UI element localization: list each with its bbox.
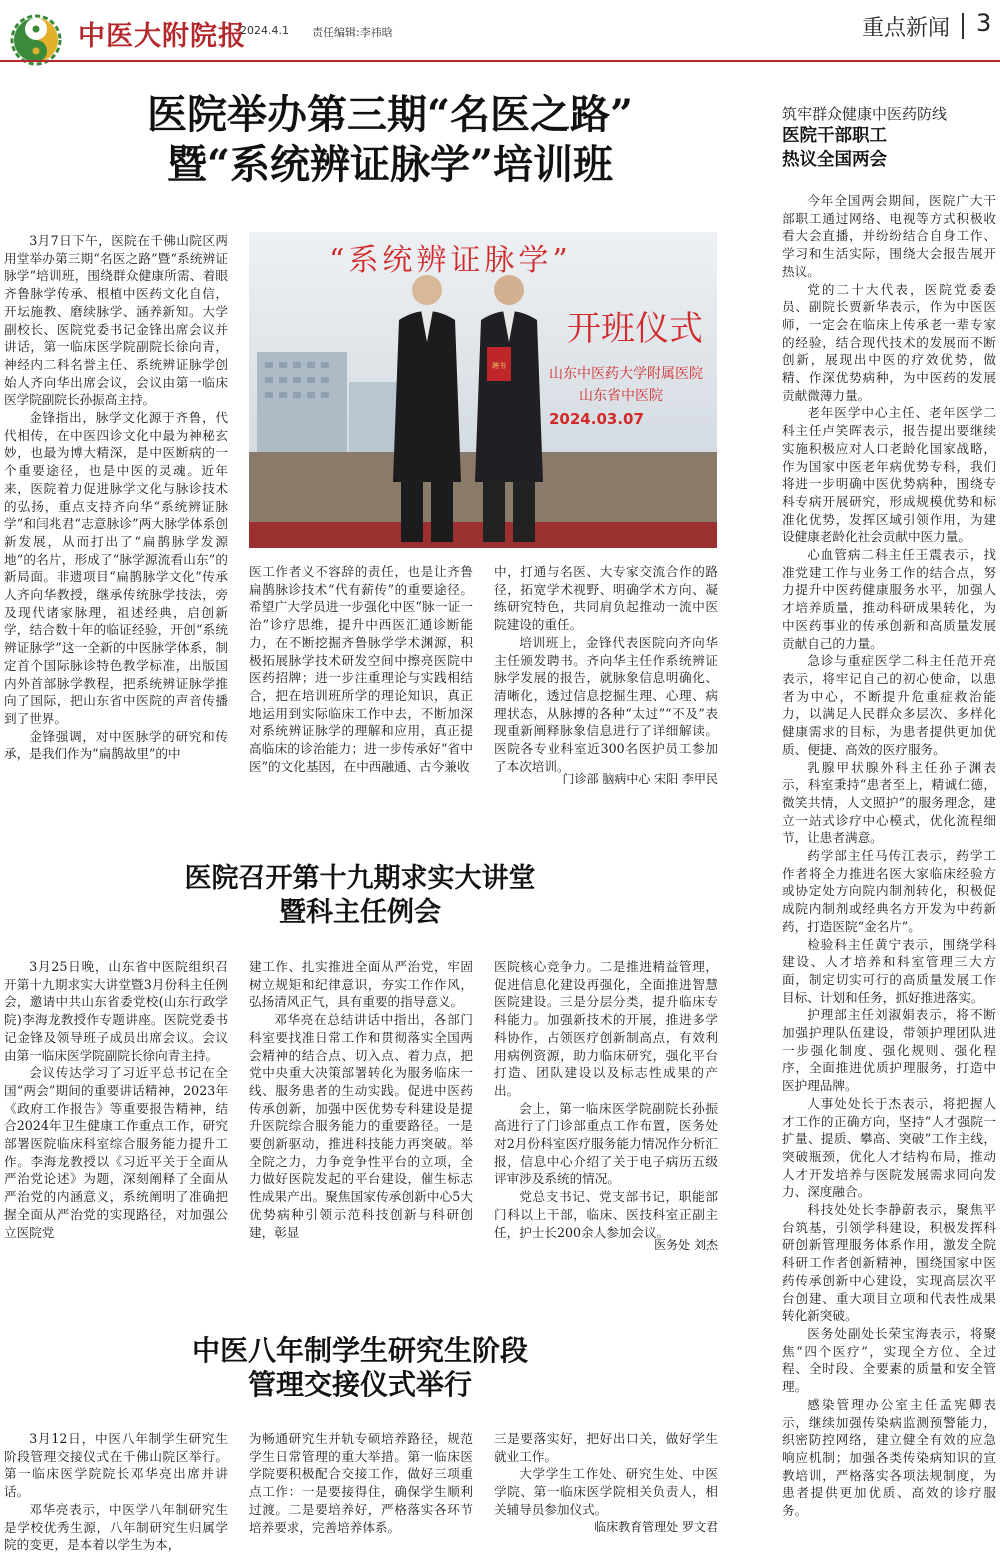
sidebar-paragraph: 护理部主任刘淑娟表示，将不断加强护理队伍建设，带领护理团队进一步强化制度、强化规则、强化程序，全面推进优质护理服务，打造中医护理品牌。 xyxy=(782,1007,996,1094)
masthead-rule xyxy=(0,60,1000,62)
article-paragraph: 3月7日下午，医院在千佛山院区两用堂举办第三期“名医之路”暨“系统辨证脉学”培训班，围绕群众健康所需、着眼齐鲁脉学传承、根植中医药文化自信，开坛施教、磨续脉学、涵养新知。大学副校长、医院党委书记金锋出席会议并讲话，第一临床医学院副院长徐向青，神经内二科名誉主任、系统辨证脉学创始人齐向华出席会议，会议由第一临床医学院副院长孙振高主持。 xyxy=(4,233,228,408)
sidebar-paragraph: 党的二十大代表，医院党委委员、副院长贾新华表示，作为中医医师，一定会在临床上传承老一辈专家的经验，结合现代技术的发展而不断创新，展现出中医的疗效优势，做精、作深优势病种，为中医药的发展贡献微薄力量。 xyxy=(782,281,996,403)
article-paragraph: 建工作、扎实推进全面从严治党，牢固树立规矩和纪律意识，夯实工作作风，弘扬清风正气，具有重要的指导意义。 xyxy=(249,959,473,1010)
article3-headline xyxy=(20,1334,700,1402)
article-paragraph: 3月25日晚，山东省中医院组织召开第十九期求实大讲堂暨3月份科主任例会，邀请中共山东省委党校(山东行政学院)李海龙教授作专题讲座。医院党委书记金锋及领导班子成员出席会议。会议由第一临床医学院副院长徐向青主持。 xyxy=(4,959,228,1063)
sidebar-paragraph: 急诊与重症医学二科主任范开亮表示，将牢记自己的初心使命，以患者为中心，不断提升危重症救治能力，以满足人民群众多层次、多样化健康需求的目标，为患者提供更加优质、便捷、高效的医疗服务。 xyxy=(782,653,996,757)
sidebar-paragraph: 检验科主任黄宁表示，围绕学科建设、人才培养和科室管理三大方面，制定切实可行的高质量发展工作目标、计划和任务，抓好推进落实。 xyxy=(782,936,996,1005)
sidebar-paragraph: 医务处副处长荣宝海表示，将聚焦“四个医疗”，实现全方位、全过程、全时段、全要素的质量和安全管理。 xyxy=(782,1326,996,1395)
article1-column3 xyxy=(494,563,718,774)
article-paragraph: 会上，第一临床医学院副院长孙振高进行了门诊部重点工作布置，医务处对2月份科室医疗服务能力情况作分析汇报，信息中心介绍了关于电子病历五级评审涉及系统的情况。 xyxy=(494,1100,718,1187)
sidebar-paragraph: 人事处处长于杰表示，将把握人才工作的正确方向，坚持“人才强院一扩量、提质、攀高、突破”工作主线，突破瓶颈，优化人才结构布局，推动人才开发培养与医院发展需求同向发力、深度融合。 xyxy=(782,1095,996,1200)
article-paragraph: 为畅通研究生并轨专硕培养路径，规范学生日常管理的重大举措。第一临床医学院要积极配合交接工作，做好三项重点工作：一是要接得住，确保学生顺利过渡。二是要培养好，严格落实各环节培养要求，完善培养体系。 xyxy=(249,1431,473,1535)
article1-title-line2: 暨“系统辨证脉学”培训班 xyxy=(166,141,613,188)
article3-title-line2: 管理交接仪式举行 xyxy=(247,1368,472,1401)
article-paragraph: 邓华亮在总结讲话中指出，各部门科室要找准日常工作和贯彻落实全国两会精神的结合点、切入点、着力点，把党中央重大决策部署转化为服务临床一线、服务患者的生动实践。促进中医药传承创新，加强中医优势专科建设是提升医院综合服务能力的重要路径。一是要创新驱动，推进科技能力再突破。举全院之力，力争竞争性平台的立项，全力做好医院发起的平台建设，催生标志性成果产出。聚焦国家传承创新中心5大优势病种引领示范科技创新与科研创建，彰显 xyxy=(249,1012,473,1240)
article1-byline: 门诊部 脑病中心 宋阳 李甲民 xyxy=(562,772,718,786)
photo-backdrop-org2: 山东省中医院 xyxy=(579,388,663,404)
sidebar-headline xyxy=(782,124,887,172)
sidebar-column xyxy=(782,192,996,1538)
article2-headline xyxy=(20,862,700,930)
article-paragraph: 大学学生工作处、研究生处、中医学院、第一临床医学院相关负责人，相关辅导员参加仪式。 xyxy=(494,1466,718,1517)
section-name: 重点新闻 xyxy=(862,16,951,41)
article2-title-line1: 医院召开第十九期求实大讲堂 xyxy=(184,863,536,894)
training-ceremony-photo xyxy=(249,232,717,548)
article-paragraph: 邓华亮表示，中医学八年制研究生是学校优秀生源，八年制研究生归属学院的变更，是本着以学生为本， xyxy=(4,1501,228,1553)
article3-column1 xyxy=(4,1430,228,1553)
article-paragraph: 培训班上，金锋代表医院向齐向华主任颁发聘书。齐向华主任作系统辨证脉学发展的报告，就脉象信息明确化、清晰化，透过信息挖掘生理、心理、病理状态，从脉搏的各种“太过”“不及”表现重新阐释脉象信息进行了详细解读。医院各专业科室近300名医护员工参加了本次培训。 xyxy=(494,634,718,774)
article2-title-line2: 暨科主任例会 xyxy=(279,897,441,928)
article-paragraph: 金锋强调，对中医脉学的研究和传承，是我们作为“扁鹊故里”的中 xyxy=(4,728,228,762)
sidebar-paragraph: 药学部主任马传江表示，药学工作者将全力推进名医大家临床经验方或协定处方向院内制剂转化，积极促成院内制剂或经典名方开发为中药新药，打造医院“金名片”。 xyxy=(782,848,996,934)
article-paragraph: 党总支书记、党支部书记，职能部门科以上干部，临床、医技科室正副主任，护士长200余人参加会议。 xyxy=(494,1189,718,1240)
sidebar-paragraph: 心血管病二科主任王震表示，找准党建工作与业务工作的结合点，努力提升中医药健康服务水平，加强人才培养质量，推动科研成果转化，为中医药事业的传承创新和高质量发展贡献自己的力量。 xyxy=(782,547,996,651)
sidebar-paragraph: 科技处处长李静蔚表示，聚焦平台筑基，引领学科建设，积极发挥科研创新管理服务体系作用，激发全院科研工作者创新精神，围绕国家中医药传承创新中心建设，实现高层次平台创建、重大项目立项和代表性成果转化新突破。 xyxy=(782,1202,996,1324)
article3-column2 xyxy=(249,1430,473,1538)
article2-column3 xyxy=(494,958,718,1240)
page-number: 3 xyxy=(976,9,992,37)
article3-byline: 临床教育管理处 罗文君 xyxy=(594,1520,718,1534)
article2-column1 xyxy=(4,958,228,1258)
sidebar-title-line1: 医院干部职工 xyxy=(782,126,887,146)
article1-column2 xyxy=(249,563,473,785)
article-paragraph: 3月12日，中医八年制学生研究生阶段管理交接仪式在千佛山院区举行。第一临床医学院院长邓华亮出席并讲话。 xyxy=(4,1431,228,1500)
article-paragraph: 金锋指出，脉学文化源于齐鲁，代代相传，在中医四诊文化中最为神秘玄妙，也最为博大精深，是中医断病的一个重要途径，也是中医的灵魂。近年来，医院着力促进脉学文化与脉诊技术的弘扬，重点支持齐向华“系统辨证脉学”和闫兆君“志意脉诊”两大脉学体系创新发展，从而打出了“扁鹊脉学发源地”的名片，形成了“脉学源流看山东”的新局面。非遗项目“扁鹊脉学文化”传承人齐向华教授，继承传统脉学技法，旁及现代诸家脉理，祖述经典，启创新学，结合数十年的临证经验，开创“系统辨证脉学”这一全新的中医脉学体系，制定首个国际脉诊特色教学标准，出版国内外首部脉学教程，把系统辨证脉学推向了国际，把山东省中医院的声音传播到了世界。 xyxy=(4,410,228,726)
sidebar-paragraph: 今年全国两会期间，医院广大干部职工通过网络、电视等方式积极收看大会直播，并纷纷结合自身工作、学习和生活实际，围绕大会报告展开热议。 xyxy=(782,193,996,279)
article2-byline: 医务处 刘杰 xyxy=(654,1238,718,1252)
sidebar-paragraph: 老年医学中心主任、老年医学二科主任卢笑晖表示，报告提出要继续实施积极应对人口老龄化国家战略，作为国家中医老年病优势专科，我们将进一步明确中医优势病种，围绕专科专病开展研究，形成规模优势和标准化优势，发挥区域引领作用，为建设健康老龄化社会贡献中医力量。 xyxy=(782,405,996,545)
article1-title-line1: 医院举办第三期“名医之路” xyxy=(146,91,633,138)
article-paragraph: 医院核心竞争力。二是推进精益管理，促进信息化建设再强化，全面推进智慧医院建设。三是分层分类，提升临床专科能力。加强新技术的开展，推进多学科协作，占领医疗创新制高点，有效利用病例资源，助力临床研究，强化平台打造、团队建设以及标志性成果的产出。 xyxy=(494,959,718,1098)
article-paragraph: 三是要落实好，把好出口关，做好学生就业工作。 xyxy=(494,1431,718,1464)
photo-backdrop-date: 2024.03.07 xyxy=(549,410,644,428)
sidebar-kicker: 筑牢群众健康中医药防线 xyxy=(782,105,948,123)
sidebar-paragraph: 乳腺甲状腺外科主任孙子渊表示，科室秉持“患者至上，精诚仁德，微笑共情，人文照护”的服务理念，建立一站式诊疗中心模式，优化流程细节，让患者满意。 xyxy=(782,759,996,846)
article3-column3 xyxy=(494,1430,718,1520)
article3-title-line1: 中医八年制学生研究生阶段 xyxy=(191,1334,528,1367)
sidebar-title-line2: 热议全国两会 xyxy=(782,150,887,170)
article1-headline xyxy=(20,90,760,190)
article-paragraph: 中，打通与名医、大专家交流合作的路径，拓宽学术视野、明确学术方向、凝练研究特色，共同肩负起推动一流中医院建设的重任。 xyxy=(494,564,718,633)
article-paragraph: 医工作者义不容辞的责任，也是让齐鲁扁鹊脉诊技术“代有薪传”的重要途径。希望广大学员进一步强化中医“脉一证一治”诊疗思维，提升中西医汇通诊断能力，在不断挖掘齐鲁脉学学术渊源，积极拓展脉学技术研发空间中擦亮医院中医药招牌；进一步注重理论与实践相结合，把在培训班所学的理论知识，真正地运用到实际临床工作中去，不断加深对系统辨证脉学的理解和应用，真正提高临床的诊治能力；进一步传承好“省中医”的文化基因，在中西融通、古今兼收 xyxy=(249,564,473,774)
certificate-label: 聘书 xyxy=(492,362,506,370)
responsible-editor: 责任编辑:李祎晗 xyxy=(312,26,393,39)
article2-column2 xyxy=(249,958,473,1258)
article1-column1 xyxy=(4,232,228,780)
page-separator xyxy=(962,13,964,39)
article-paragraph: 会议传达学习了习近平总书记在全国“两会”期间的重要讲话精神，2023年《政府工作报告》等重要报告精神，结合2024年卫生健康工作重点工作，研究部署医院临床科室综合服务能力提升工作。李海龙教授以《习近平关于全面从严治党论述》为题，深刻阐释了全面从严治党的内涵意义，系统阐明了准确把握全面从严治党的实现路径，对加强公立医院党 xyxy=(4,1065,228,1240)
photo-backdrop-text: 开班仪式 xyxy=(567,309,703,349)
sidebar-paragraph: 感染管理办公室主任孟宪卿表示，继续加强传染病监测预警能力，织密防控网络，建立健全有效的应急响应机制；加强各类传染病知识的宣教培训，严格落实各项法规制度，为患者提供更加优质、高效的诊疗服务。 xyxy=(782,1396,996,1519)
photo-backdrop-org1: 山东中医药大学附属医院 xyxy=(549,366,703,382)
photo-banner-text: “系统辨证脉学” xyxy=(329,243,572,278)
issue-date: 2024.4.1 xyxy=(240,24,289,37)
newspaper-name: 中医大附院报 xyxy=(78,21,246,52)
